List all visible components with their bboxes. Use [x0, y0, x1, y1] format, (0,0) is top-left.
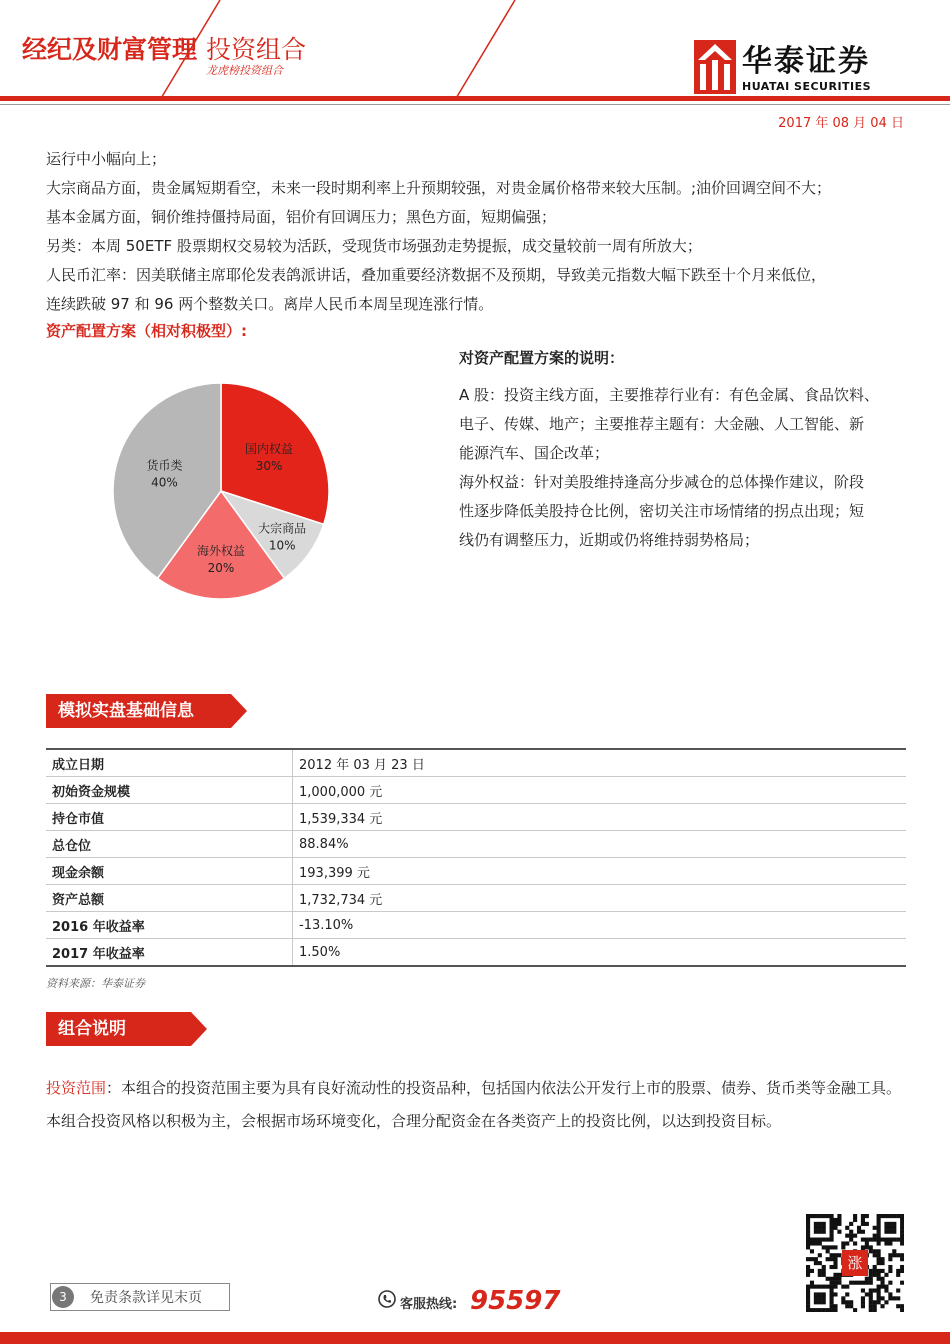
table-row [46, 858, 906, 885]
explanation-line: A 股：投资主线方面，主要推荐行业有：有色金属、食品饮料、 [459, 386, 880, 404]
table-row [46, 804, 906, 831]
table-row [46, 912, 906, 939]
intro-line: 基本金属方面，铜价维持僵持局面，铝价有回调压力；黑色方面，短期偏强； [46, 208, 557, 226]
huatai-logo-icon [694, 40, 736, 94]
allocation-title: 资产配置方案（相对积极型）: [46, 322, 247, 340]
allocation-pie-chart [90, 360, 350, 620]
portfolio-banner-label: 组合说明 [58, 1019, 126, 1039]
hotline-label: 客服热线: [400, 1297, 458, 1312]
header-title: 经纪及财富管理 [22, 35, 198, 64]
header-diagonal-lines [150, 0, 530, 100]
pie-label: 大宗商品 [258, 521, 307, 536]
intro-paragraph [46, 145, 906, 319]
intro-line: 连续跌破 97 和 96 两个整数关口。离岸人民币本周呈现连涨行情。 [46, 295, 494, 313]
table-key: 成立日期 [46, 749, 293, 777]
page-number: 3 [52, 1286, 74, 1308]
logo-text: 华泰证券 [742, 44, 870, 79]
pie-label: 海外权益 [196, 543, 246, 558]
pie-value-label: 40% [151, 475, 178, 490]
intro-line: 另类：本周 50ETF 股票期权交易较为活跃，受现货市场强劲走势提振，成交量较前一周有所放大； [46, 237, 702, 255]
investment-scope-text: ：本组合的投资范围主要为具有良好流动性的投资品种，包括国内依法公开发行上市的股票、债券、货币类等金融工具。本组合投资风格以积极为主，会根据市场环境变化，合理分配资金在各类资产上的投资比例，以达到投资目标。 [46, 1079, 902, 1130]
table-key: 持仓市值 [46, 804, 293, 831]
header-red-rule [0, 96, 950, 101]
table-key: 2017 年收益率 [46, 939, 293, 967]
table-value: -13.10% [293, 912, 907, 939]
source-note: 资料来源：华泰证券 [46, 977, 145, 990]
table-row [46, 777, 906, 804]
basic-info-table [46, 748, 906, 967]
investment-scope-label: 投资范围 [46, 1079, 107, 1097]
report-date: 2017 年 08 月 04 日 [778, 116, 904, 131]
intro-line: 运行中小幅向上； [46, 150, 167, 168]
phone-icon [378, 1290, 396, 1308]
table-key: 现金余额 [46, 858, 293, 885]
pie-label: 国内权益 [245, 442, 294, 457]
explanation-line: 电子、传媒、地产；主要推荐主题有：大金融、人工智能、新 [459, 415, 865, 433]
intro-line: 人民币汇率：因美联储主席耶伦发表鸽派讲话，叠加重要经济数据不及预期，导致美元指数大幅下跌至十个月来低位， [46, 266, 827, 284]
table-key: 2016 年收益率 [46, 912, 293, 939]
header-category: 投资组合 [206, 35, 307, 64]
explanation-line: 性逐步降低美股持仓比例，密切关注市场情绪的拐点出现；短 [459, 502, 865, 520]
table-row [46, 749, 906, 777]
pie-value-label: 20% [207, 560, 235, 575]
explanation-line: 能源汽车、国企改革； [459, 444, 610, 462]
table-value: 1,539,334 元 [293, 804, 907, 831]
table-value: 1,000,000 元 [293, 777, 907, 804]
header-gray-rule [0, 104, 950, 105]
hotline-number[interactable]: 95597 [470, 1286, 561, 1316]
table-row [46, 885, 906, 912]
table-row [46, 831, 906, 858]
header-subtitle: 龙虎榜投资组合 [206, 64, 283, 77]
table-value: 88.84% [293, 831, 907, 858]
table-value: 193,399 元 [293, 858, 907, 885]
table-value: 1.50% [293, 939, 907, 967]
allocation-explanation [459, 344, 909, 555]
disclaimer-link[interactable]: 免责条款详见末页 [90, 1290, 202, 1306]
explanation-line: 海外权益：针对美股维持逢高分步减仓的总体操作建议，阶段 [459, 473, 865, 491]
table-key: 总仓位 [46, 831, 293, 858]
explanation-line: 线仍有调整压力，近期或仍将维持弱势格局； [459, 531, 760, 549]
table-row [46, 939, 906, 967]
table-key: 资产总额 [46, 885, 293, 912]
pie-label: 货币类 [146, 458, 183, 473]
logo-english: HUATAI SECURITIES [742, 80, 872, 93]
table-value: 2012 年 03 月 23 日 [293, 749, 907, 777]
basic-info-banner-label: 模拟实盘基础信息 [58, 701, 194, 721]
portfolio-description [46, 1072, 906, 1138]
table-key: 初始资金规模 [46, 777, 293, 804]
pie-value-label: 10% [268, 538, 296, 553]
intro-line: 大宗商品方面，贵金属短期看空，未来一段时期利率上升预期较强，对贵金属价格带来较大压制。;油价回调空间不大； [46, 179, 832, 197]
table-value: 1,732,734 元 [293, 885, 907, 912]
explanation-title: 对资产配置方案的说明： [459, 349, 625, 367]
qr-center-badge: 涨 [842, 1250, 868, 1276]
footer-red-bar [0, 1332, 950, 1344]
pie-value-label: 30% [255, 459, 283, 474]
